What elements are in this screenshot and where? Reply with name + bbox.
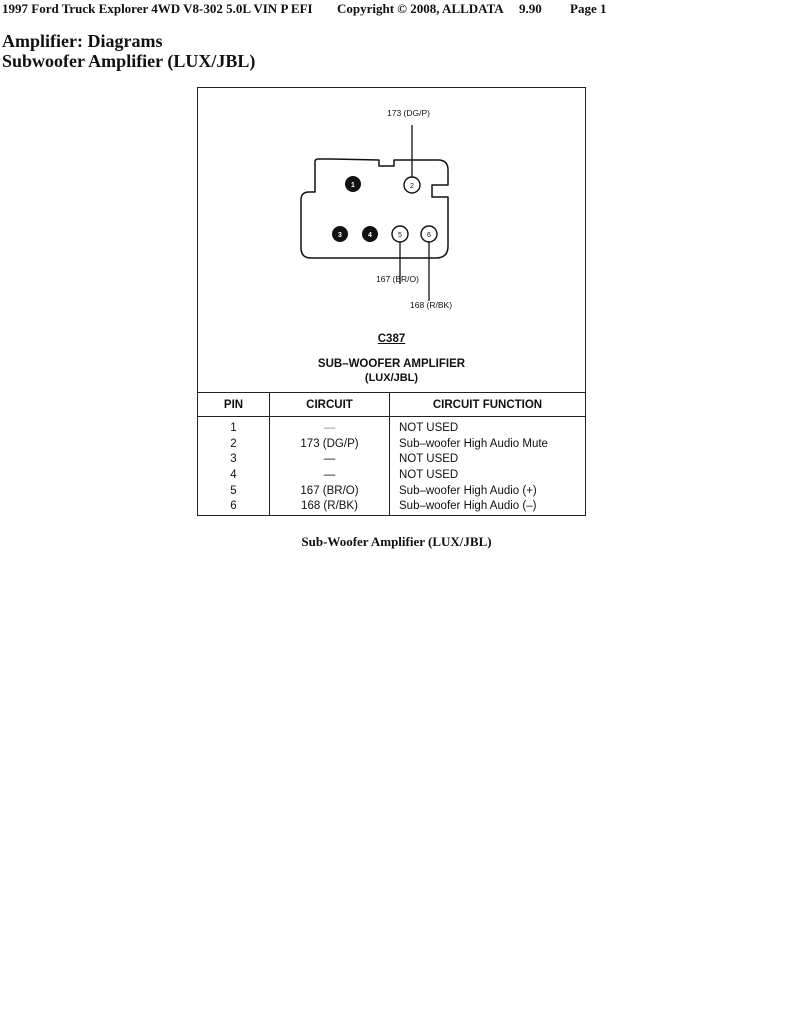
cell-circuit: 173 (DG/P) — [270, 437, 390, 453]
cell-circuit: — — [270, 417, 390, 437]
svg-text:4: 4 — [368, 232, 372, 239]
cell-function: NOT USED — [390, 452, 586, 468]
pin-5-icon — [392, 226, 408, 242]
cell-pin: 6 — [230, 500, 237, 513]
cell-pin: 4 — [230, 469, 237, 482]
pin-3-icon — [332, 226, 348, 242]
table-row — [198, 452, 585, 468]
connector-figure — [197, 87, 586, 516]
cell-circuit: — — [270, 452, 390, 468]
svg-text:6: 6 — [427, 232, 431, 239]
pin-table — [198, 392, 585, 516]
pin-6-icon — [421, 226, 437, 242]
cell-pin: 2 — [230, 437, 237, 450]
svg-text:5: 5 — [398, 232, 402, 239]
vehicle-info: 1997 Ford Truck Explorer 4WD V8-302 5.0L VIN P EFI — [2, 1, 313, 16]
cell-function: Sub–woofer High Audio Mute — [390, 437, 586, 453]
connector-name: SUB–WOOFER AMPLIFIER — [317, 358, 466, 370]
pin-4-icon — [362, 226, 378, 242]
table-row — [198, 468, 585, 484]
figure-caption — [0, 534, 791, 550]
page-header — [2, 0, 791, 18]
wire-label-pin2: 173 (DG/P) — [387, 108, 430, 118]
header-pin: PIN — [198, 393, 270, 417]
connector-outline-icon — [301, 159, 448, 258]
table-header-row — [198, 393, 585, 417]
header-circuit-function: CIRCUIT FUNCTION — [390, 393, 586, 417]
subsection-title: Subwoofer Amplifier (LUX/JBL) — [2, 51, 256, 71]
header-circuit: CIRCUIT — [270, 393, 390, 417]
cell-function: Sub–woofer High Audio (–) — [390, 499, 586, 516]
table-row — [198, 417, 585, 437]
version: 9.90 — [519, 1, 542, 16]
table-row — [198, 437, 585, 453]
connector-id: C387 — [377, 333, 406, 345]
cell-function: NOT USED — [390, 468, 586, 484]
connector-diagram — [198, 88, 585, 393]
pin-2-icon — [404, 177, 420, 193]
cell-function: NOT USED — [390, 417, 586, 437]
cell-circuit: 168 (R/BK) — [270, 499, 390, 516]
svg-text:3: 3 — [338, 232, 342, 239]
cell-pin: 3 — [230, 453, 237, 466]
figure-caption-text: Sub-Woofer Amplifier (LUX/JBL) — [301, 534, 492, 549]
connector-variant: (LUX/JBL) — [364, 372, 419, 384]
wire-label-pin6: 168 (R/BK) — [410, 300, 453, 310]
cell-circuit: 167 (BR/O) — [270, 483, 390, 499]
pin-1-icon — [345, 176, 361, 192]
wire-label-pin5: 167 (BR/O) — [376, 274, 419, 284]
cell-pin: 5 — [230, 484, 237, 497]
connector-face-drawing — [198, 88, 585, 333]
table-row — [198, 499, 585, 516]
svg-text:2: 2 — [410, 183, 414, 190]
cell-pin: 1 — [230, 422, 237, 435]
cell-circuit: — — [270, 468, 390, 484]
copyright: Copyright © 2008, ALLDATA — [337, 1, 504, 16]
page-number: Page 1 — [570, 1, 607, 16]
section-title: Amplifier: Diagrams — [2, 31, 163, 51]
table-row — [198, 483, 585, 499]
cell-function: Sub–woofer High Audio (+) — [390, 483, 586, 499]
svg-text:1: 1 — [351, 182, 355, 189]
